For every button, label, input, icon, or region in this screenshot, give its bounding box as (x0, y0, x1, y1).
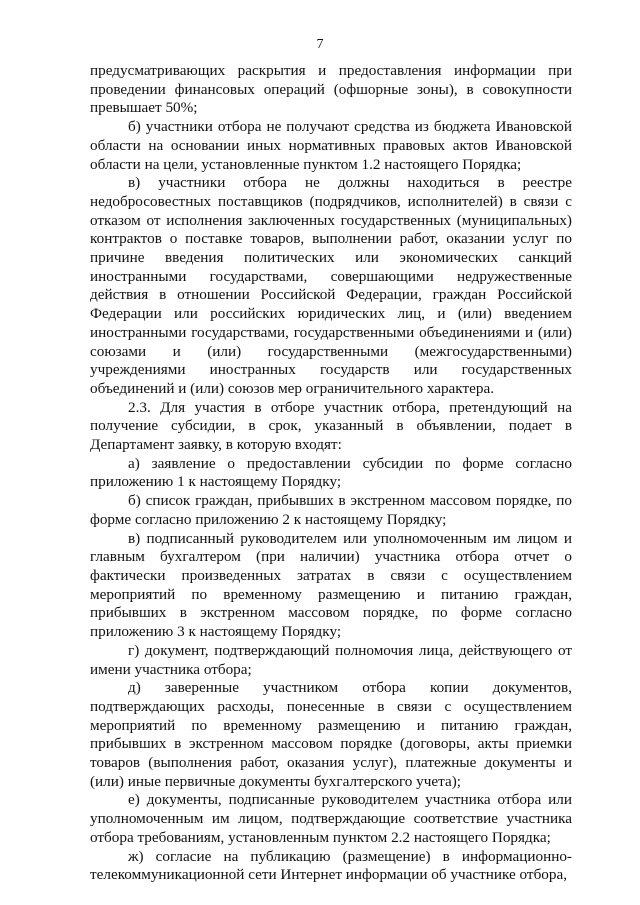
paragraph: б) список граждан, прибывших в экстренном массовом порядке, по форме согласно приложению 2 к настоящему Порядку; (90, 492, 572, 528)
paragraph: предусматривающих раскрытия и предоставления информации при проведении финансовых операций (офшорные зоны), в совокупности превышает 50%; (90, 62, 572, 117)
paragraph: ж) согласие на публикацию (размещение) в информационно-телекоммуникационной сети Интернет информации об участнике отбора, (90, 847, 572, 884)
paragraph: б) участники отбора не получают средства из бюджета Ивановской области на основании иных нормативных правовых актов Ивановской области на цели, установленные пунктом 1.2 настоящего Порядка; (90, 118, 572, 173)
paragraph: а) заявление о предоставлении субсидии по форме согласно приложению 1 к настоящему Порядку; (90, 454, 572, 491)
document-body (90, 62, 572, 885)
paragraph: 2.3. Для участия в отборе участник отбора, претендующий на получение субсидии, в срок, указанный в объявлении, подает в Департамент заявку, в которую входят: (90, 398, 572, 454)
paragraph: г) документ, подтверждающий полномочия лица, действующего от имени участника отбора; (90, 641, 572, 678)
paragraph: в) подписанный руководителем или уполномоченным им лицом и главным бухгалтером (при наличии) участника отбора отчет о фактически произведенных затратах в связи с осуществлением мероприятий по временному размещению и питанию граждан, прибывших в экстренном массовом порядке, по форме согласно приложению 3 к настоящему Порядку; (90, 529, 572, 641)
paragraph: в) участники отбора не должны находиться в реестре недобросовестных поставщиков (подрядчиков, исполнителей) в связи с отказом от исполнения заключенных государственных (муниципальных) контрактов о поставке товаров, выполнении работ, оказании услуг по причине введения политических или экономических санкций иностранными государствами, совершающими недружественные действия в отношении Российской Федерации, граждан Российской Федерации или российских юридических лиц, и (или) введением иностранными государствами, государственными объединениями и (или) союзами и (или) государственными (межгосударственными) учреждениями иностранных государств или государственных объединений и (или) союзов мер ограничительного характера. (90, 174, 572, 397)
paragraph: е) документы, подписанные руководителем участника отбора или уполномоченным им лицом, подтверждающие соответствие участника отбора требованиям, установленным пунктом 2.2 настоящего Порядка; (90, 791, 572, 846)
page-number: 7 (316, 37, 324, 52)
paragraph: д) заверенные участником отбора копии документов, подтверждающих расходы, понесенные в связи с осуществлением мероприятий по временному размещению и питанию граждан, прибывших в экстренном массовом порядке (договоры, акты приемки товаров (выполнения работ, оказания услуг), платежные документы и (или) иные первичные документы бухгалтерского учета); (90, 679, 572, 790)
